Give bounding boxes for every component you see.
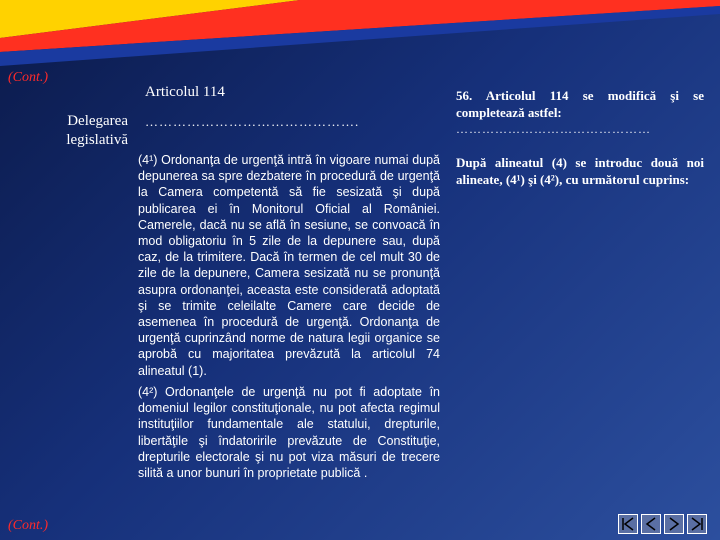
decorative-stripes: [0, 0, 720, 70]
last-slide-button[interactable]: [687, 514, 707, 534]
slide-navigation: [618, 514, 707, 534]
section-label: Delegarea legislativă: [66, 113, 128, 148]
last-slide-icon: [689, 516, 705, 532]
next-slide-icon: [666, 516, 682, 532]
paragraph-4-2: (4²) Ordonanţele de urgenţă nu pot fi adoptate în domeniul legilor constituţionale, nu pot afecta regimul instituţiilor fundamentale ale statului, drepturile, libertăţile şi îndatoririle prevăzute de Constituţie, drepturile electorale şi nu pot viza măsuri de trecere silită a unor bunuri în proprietate publică .: [138, 385, 440, 481]
ellipsis-left: ……………………………………….: [145, 114, 360, 129]
cont-label-top: (Cont.): [8, 70, 49, 85]
next-slide-button[interactable]: [664, 514, 684, 534]
amendment-heading: 56. Articolul 114 se modifică şi se completează astfel:: [456, 88, 704, 120]
amendment-body: După alineatul (4) se introduc două noi alineate, (4¹) şi (4²), cu următorul cuprins:: [456, 155, 704, 187]
previous-slide-button[interactable]: [641, 514, 661, 534]
paragraph-4-1: (4¹) Ordonanţa de urgenţă intră în vigoare numai după depunerea sa spre dezbatere în procedură de urgenţă la Camera competentă să fie sesizată şi după publicarea ei în Monitorul Oficial al României. Camerele, dacă nu se află în sesiune, se convoacă în mod obligatoriu în 5 zile de la depunere sau, după caz, de la trimitere. Dacă în termen de cel mult 30 de zile de la depunere, Camera sesizată nu se pronunţă asupra ordonanţei, aceasta este considerată adoptată şi se trimite celeilalte Camere care decide de asemenea în procedură de urgenţă. Ordonanţa de urgenţă cuprinzând norme de natura legii organice se aprobă cu majoritatea prevăzută la articolul 74 alineatul (1).: [138, 153, 440, 378]
previous-slide-icon: [643, 516, 659, 532]
ellipsis-right: ………………………………………: [456, 122, 651, 136]
first-slide-icon: [620, 516, 636, 532]
first-slide-button[interactable]: [618, 514, 638, 534]
cont-label-bottom: (Cont.): [8, 518, 49, 533]
article-title: Articolul 114: [145, 84, 225, 100]
